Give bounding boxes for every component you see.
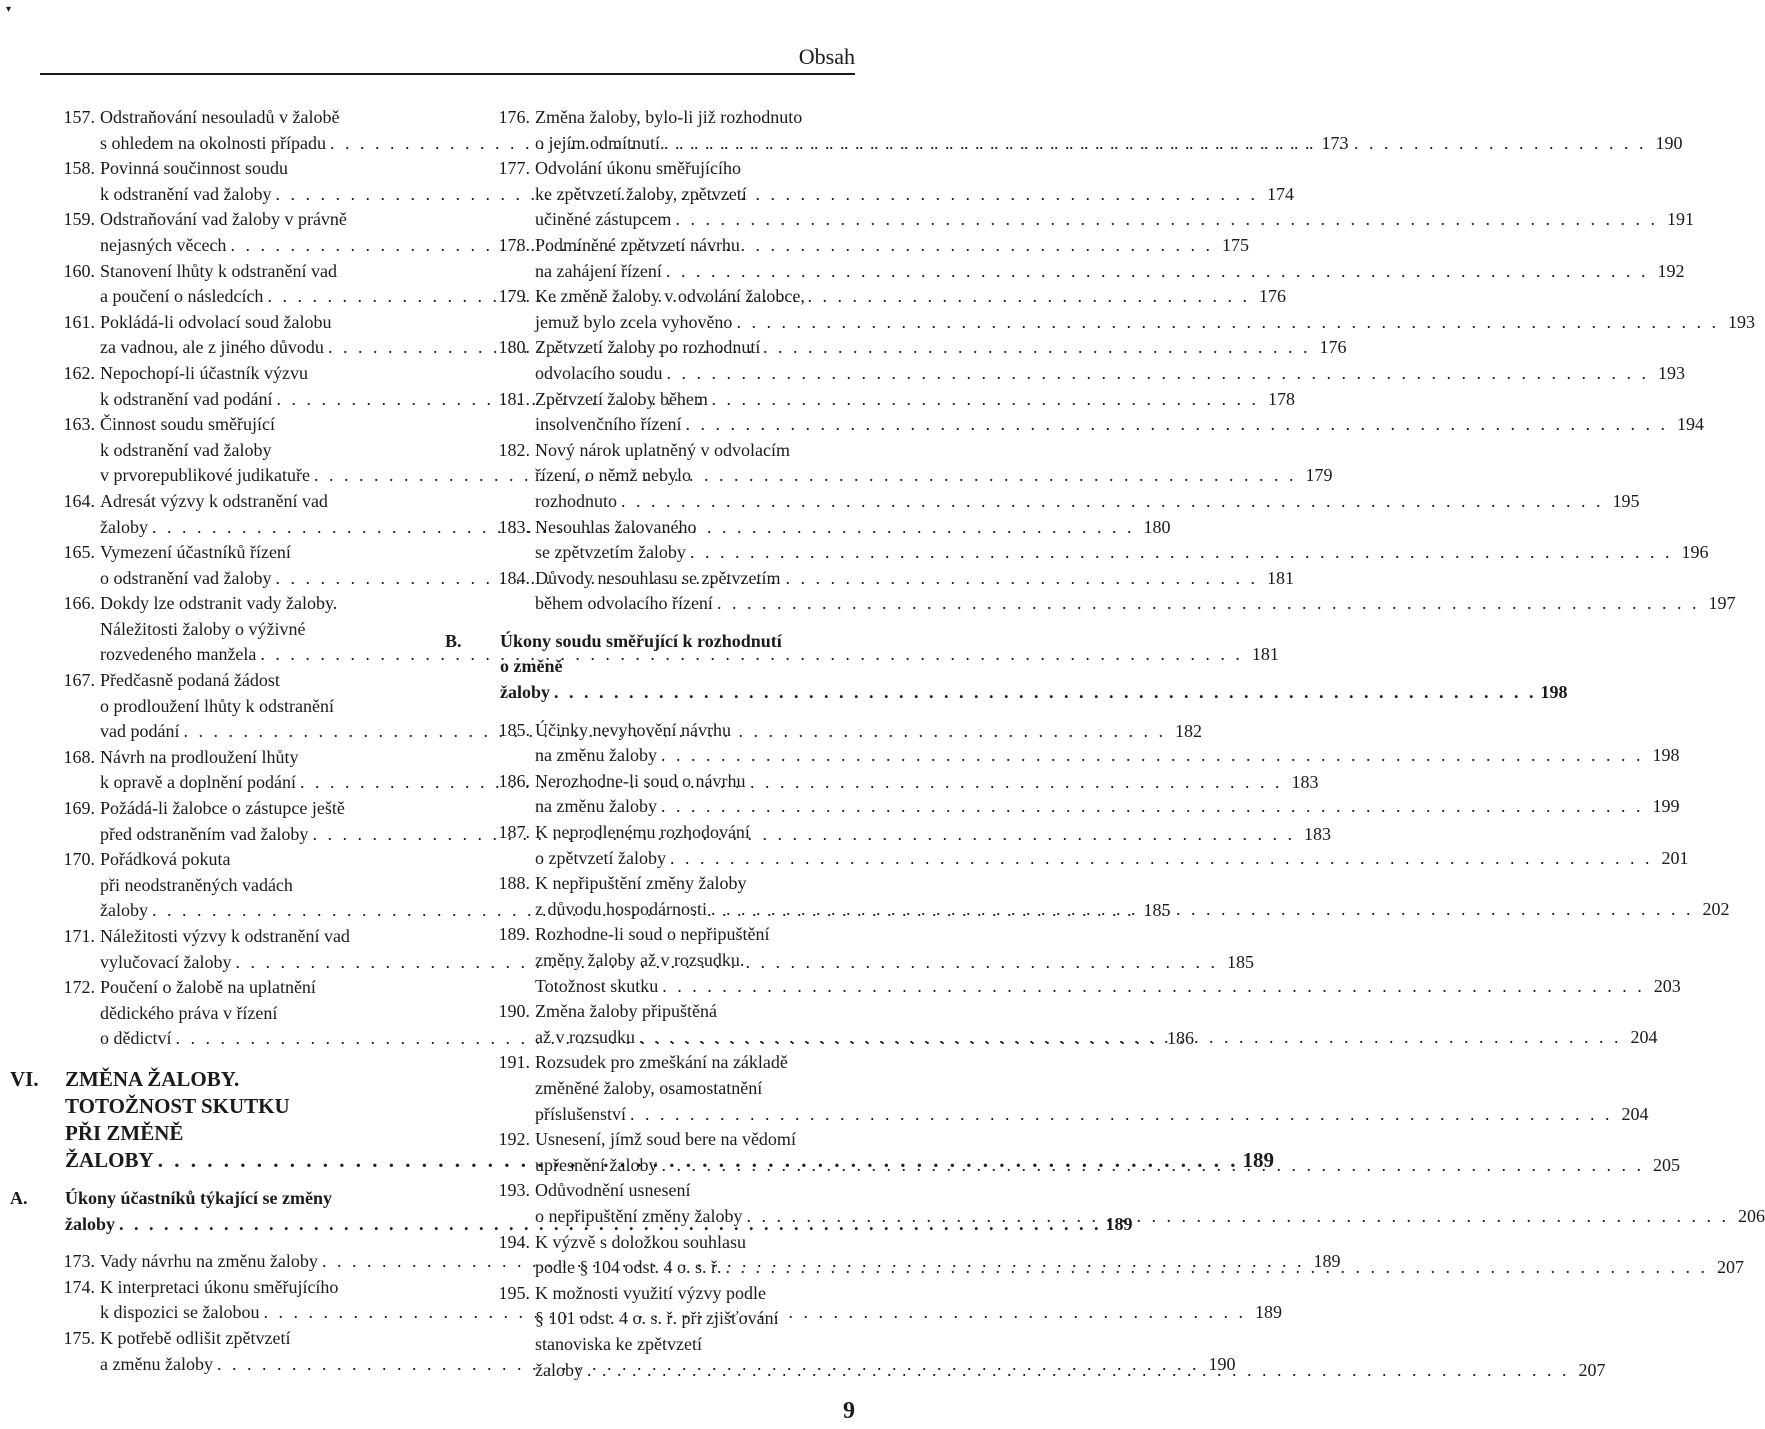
dot-leader (661, 794, 1644, 820)
toc-line-text: ZMĚNA ŽALOBY. (65, 1066, 240, 1091)
toc-line-text: a změnu žaloby (100, 1353, 213, 1374)
toc-line (535, 1306, 845, 1332)
dot-leader (726, 1255, 1709, 1281)
toc-page-number: 185 (1226, 951, 1254, 972)
toc-line-text: žaloby (535, 1359, 583, 1380)
toc-line-text: Účinky nevyhovění návrhu (535, 719, 731, 740)
toc-number: 161. (63, 311, 95, 332)
toc-line (535, 182, 845, 208)
toc-line (100, 847, 410, 873)
toc-line-text: Odstraňování nesouladů v žalobě (100, 107, 340, 127)
toc-line (535, 463, 845, 489)
toc-number: 172. (63, 977, 95, 998)
toc-number: 157. (63, 107, 95, 127)
toc-number: 189. (498, 924, 530, 945)
toc-line-text: změněné žaloby, osamostatnění (535, 1077, 763, 1098)
toc-line (535, 591, 1736, 617)
toc-line-text: Povinná součinnost soudu (100, 158, 289, 179)
toc-line (535, 948, 845, 974)
toc-number: 179. (498, 286, 530, 307)
toc-line (535, 846, 1689, 872)
toc-number: 170. (63, 849, 95, 870)
dot-leader (664, 131, 1647, 157)
toc-page-number: 207 (1717, 1257, 1744, 1278)
dot-leader (670, 846, 1653, 872)
toc-line (535, 310, 1755, 336)
toc-number: 181. (498, 388, 530, 409)
toc-line (535, 794, 1680, 820)
toc-line-text: Odvolání úkonu směřujícího (535, 158, 741, 179)
toc-line-text: na změnu žaloby (535, 745, 657, 766)
toc-line-text: Zpětvzetí žaloby po rozhodnutí (535, 337, 761, 358)
toc-line-text: Zpětvzetí žaloby během (535, 388, 708, 409)
toc-line-text: K nepřipuštění změny žaloby (535, 873, 747, 894)
toc-line (100, 412, 410, 438)
toc-page-number: 202 (1702, 898, 1730, 919)
toc-line (100, 617, 410, 643)
toc-line-text: učiněné zástupcem (535, 209, 672, 230)
toc-page-number: 179 (1305, 465, 1333, 486)
toc-page-number: 189 (1242, 1147, 1274, 1172)
toc-page-number: 178 (1267, 388, 1295, 409)
toc-line-text: Nepochopí-li účastník výzvu (100, 362, 308, 383)
toc-line (535, 105, 845, 131)
toc-number: 160. (63, 260, 95, 281)
corner-mark: ▾ (6, 4, 12, 15)
toc-line (100, 105, 410, 131)
toc-line-text: během odvolacího řízení (535, 593, 713, 614)
toc-line-text: Ke změně žaloby v odvolání žalobce, (535, 286, 805, 307)
toc-page-number: 193 (1727, 311, 1755, 332)
dot-leader (666, 259, 1649, 285)
toc-line (100, 1352, 1236, 1378)
toc-line (100, 873, 410, 899)
toc-line (100, 745, 410, 771)
toc-line-text: odvolacího soudu (535, 362, 663, 383)
toc-line-text: jemuž bylo zcela vyhověno (535, 311, 733, 332)
toc-line-text: Rozhodne-li soud o nepřipuštění (535, 924, 770, 945)
toc-line-text: K interpretaci úkonu směřujícího (100, 1276, 339, 1297)
toc-page-number: 204 (1621, 1103, 1649, 1124)
toc-line-text: nejasných věcech (100, 234, 227, 255)
toc-number: 165. (63, 542, 95, 563)
toc-page-number: 176 (1258, 286, 1286, 307)
toc-line (535, 871, 845, 897)
toc-line-text: a poučení o následcích (100, 286, 264, 307)
toc-line-text: za vadnou, ale z jiného důvodu (100, 337, 324, 358)
toc-line-text: Odůvodnění usnesení (535, 1180, 691, 1201)
toc-number: 173. (63, 1251, 95, 1272)
toc-page-number: 206 (1737, 1205, 1765, 1226)
toc-line-text: příslušenství (535, 1103, 627, 1124)
toc-number: 168. (63, 746, 95, 767)
toc-line (100, 591, 410, 617)
header-title: Obsah (798, 44, 855, 69)
toc-entry (440, 1050, 1649, 1127)
toc-line (100, 259, 410, 285)
toc-line (535, 156, 845, 182)
toc-page-number: 201 (1661, 847, 1689, 868)
toc-line-text: Změna žaloby připuštěná (535, 1001, 717, 1022)
dot-leader (662, 974, 1645, 1000)
toc-line (535, 820, 845, 846)
toc-line-text: na změnu žaloby (535, 796, 657, 817)
toc-line (535, 1178, 845, 1204)
toc-page-number: 173 (1321, 132, 1349, 153)
toc-line-text: rozhodnuto (535, 490, 617, 511)
toc-page-number: 193 (1658, 362, 1685, 383)
toc-number: 166. (63, 593, 95, 614)
toc-page-number: 190 (1208, 1353, 1236, 1374)
toc-line-text: Nerozhodne-li soud o návrhu (535, 770, 746, 791)
toc-line-text: Podmíněné zpětvzetí návrhu (535, 234, 740, 255)
toc-line-text: insolvenčního řízení (535, 414, 682, 435)
toc-page-number: 199 (1652, 796, 1680, 817)
toc-number: 184. (498, 567, 530, 588)
toc-line (100, 694, 410, 720)
toc-number: 158. (63, 158, 95, 179)
toc-line-text: o nepřipuštění změny žaloby (535, 1205, 743, 1226)
toc-page-number: 191 (1666, 209, 1694, 230)
toc-line-text: Rozsudek pro zmeškání na základě (535, 1052, 788, 1073)
dot-leader (717, 591, 1700, 617)
toc-line (535, 1127, 845, 1153)
toc-number: 182. (498, 439, 530, 460)
toc-number: 192. (498, 1129, 530, 1150)
toc-line-text: při neodstraněných vadách (100, 874, 293, 895)
toc-line-text: na zahájení řízení (535, 260, 662, 281)
toc-line-text: Odstraňování vad žaloby v právně (100, 209, 347, 230)
toc-line-text: Návrh na prodloužení lhůty (100, 746, 299, 767)
toc-page-number: 183 (1303, 823, 1331, 844)
toc-page-number: 204 (1630, 1026, 1658, 1047)
toc-number: 187. (498, 822, 530, 843)
toc-page-number: 190 (1655, 132, 1683, 153)
toc-number: 167. (63, 670, 95, 691)
toc-line (65, 1066, 405, 1093)
toc-line-text: Předčasně podaná žádost (100, 670, 280, 691)
toc-line-text: Úkony soudu směřující k rozhodnutí (500, 630, 782, 651)
toc-page-number: 183 (1291, 772, 1319, 793)
toc-number: 163. (63, 414, 95, 435)
toc-line-text: Nový nárok uplatněný v odvolacím (535, 439, 790, 460)
toc-line (535, 974, 1681, 1000)
toc-number: VI. (10, 1066, 39, 1091)
toc-line-text: PŘI ZMĚNĚ ŽALOBY (65, 1120, 184, 1172)
dot-leader (711, 897, 1694, 923)
toc-line (535, 335, 845, 361)
toc-line-text: žaloby (100, 516, 148, 537)
toc-line (535, 233, 845, 259)
toc-page-number: 186 (1166, 1028, 1194, 1049)
toc-number: 159. (63, 209, 95, 230)
toc-line (100, 156, 410, 182)
toc-line (100, 1275, 410, 1301)
toc-line-text: k odstranění vad žaloby (100, 183, 272, 204)
toc-line (535, 718, 845, 744)
toc-page-number: 185 (1143, 900, 1171, 921)
dot-leader (685, 412, 1668, 438)
dot-leader (639, 1025, 1622, 1051)
toc-line-text: Náležitosti výzvy k odstranění vad (100, 926, 350, 946)
toc-line-text: Totožnost skutku (535, 975, 659, 996)
toc-line-text: o odstranění vad žaloby (100, 567, 272, 588)
toc-number: 188. (498, 873, 530, 894)
toc-line (535, 361, 1685, 387)
dot-leader (667, 361, 1650, 387)
toc-line-text: Stanovení lhůty k odstranění vad (100, 260, 337, 281)
toc-line-text: Poučení o žalobě na uplatnění (100, 977, 316, 998)
toc-line (535, 1281, 845, 1307)
toc-page-number: 203 (1653, 975, 1681, 996)
toc-number: 176. (498, 107, 530, 127)
toc-line (535, 743, 1680, 769)
toc-page-number: 181 (1266, 567, 1294, 588)
toc-page-number: 175 (1221, 234, 1249, 255)
dot-leader (554, 682, 1537, 702)
toc-number: 185. (498, 719, 530, 740)
toc-line-text: vad podání (100, 721, 180, 742)
toc-line-text: Požádá-li žalobce o zástupce ještě (100, 798, 345, 819)
toc-line-text: k odstranění vad žaloby (100, 439, 272, 460)
dot-leader (746, 1204, 1729, 1230)
toc-line (535, 515, 845, 541)
toc-line-text: k opravě a doplnění podání (100, 772, 296, 793)
toc-page-number: 198 (1652, 745, 1680, 766)
toc-page-number: 176 (1319, 337, 1347, 358)
toc-number: B. (445, 630, 462, 651)
toc-line (100, 310, 410, 336)
toc-number: 178. (498, 234, 530, 255)
toc-line (535, 207, 1694, 233)
toc-line-text: o jejím odmítnutí (535, 132, 660, 153)
page-number: 9 (843, 1398, 855, 1424)
toc-line (535, 566, 845, 592)
dot-leader (736, 310, 1719, 336)
toc-number: 164. (63, 490, 95, 511)
toc-line-text: z důvodu hospodárnosti (535, 898, 707, 919)
toc-line-text: K výzvě s doložkou souhlasu (535, 1231, 746, 1252)
toc-page-number: 205 (1652, 1154, 1680, 1175)
toc-line (535, 1050, 845, 1076)
toc-line (100, 489, 410, 515)
toc-line-text: až v rozsudku (535, 1026, 635, 1047)
toc-line (100, 668, 410, 694)
toc-number: 175. (63, 1327, 95, 1348)
toc-number: 162. (63, 362, 95, 383)
toc-line-text: se zpětvzetím žaloby (535, 542, 686, 563)
toc-line-text: Činnost soudu směřující (100, 414, 275, 435)
toc-line-text: řízení, o němž nebylo (535, 465, 691, 486)
toc-line-text: Nesouhlas žalovaného (535, 516, 697, 537)
toc-line-text: TOTOŽNOST SKUTKU (65, 1093, 290, 1118)
toc-line-text: změny žaloby až v rozsudku. (535, 950, 745, 970)
toc-line-text: rozvedeného manžela (100, 644, 257, 665)
toc-line (535, 489, 1640, 515)
toc-line-text: ke zpětvzetí žaloby, zpětvzetí (535, 183, 747, 204)
toc-page-number: 196 (1681, 542, 1709, 563)
toc-line (100, 642, 1279, 668)
toc-line-text: s ohledem na okolnosti případu (100, 132, 326, 153)
header-rule (40, 73, 855, 75)
toc-line-text: Vady návrhu na změnu žaloby (100, 1251, 318, 1272)
toc-page-number: 195 (1612, 490, 1640, 511)
toc-line (535, 1230, 845, 1256)
toc-line-text: o změně žaloby (500, 656, 563, 703)
toc-line (535, 922, 845, 948)
toc-line-text: upřesnění žaloby (535, 1154, 658, 1175)
toc-line (500, 629, 840, 655)
toc-page-number: 189 (1313, 1251, 1341, 1272)
toc-line (100, 924, 410, 950)
toc-number: A. (10, 1187, 28, 1208)
dot-leader (675, 207, 1658, 233)
toc-page-number: 192 (1657, 260, 1685, 281)
toc-number: 195. (498, 1282, 530, 1303)
toc-line (65, 1093, 405, 1120)
toc-page-number: 189 (1105, 1213, 1133, 1234)
toc-line (100, 207, 410, 233)
toc-line-text: Pokládá-li odvolací soud žalobu (100, 311, 332, 332)
toc-line-text: § 101 odst. 4 o. s. ř. při zjišťování (535, 1308, 779, 1329)
toc-line (535, 412, 1704, 438)
toc-line (535, 438, 845, 464)
toc-line-text: stanoviska ke zpětvzetí (535, 1333, 702, 1354)
dot-leader (690, 540, 1673, 566)
toc-line (100, 975, 410, 1001)
toc-number: 193. (498, 1180, 530, 1201)
toc-page-number: 198 (1540, 682, 1568, 703)
toc-number: 171. (63, 926, 95, 946)
toc-line-text: Důvody nesouhlasu se zpětvzetím (535, 567, 781, 588)
toc-line (100, 1001, 410, 1027)
toc-line-text: Usnesení, jímž soud bere na vědomí (535, 1129, 796, 1150)
toc-line (100, 540, 410, 566)
toc-line-text: k odstranění vad podání (100, 388, 273, 409)
toc-line (535, 387, 845, 413)
toc-line-text: k dispozici se žalobou (100, 1302, 260, 1323)
dot-leader (661, 743, 1644, 769)
dot-leader (630, 1102, 1613, 1128)
toc-line-text: o prodloužení lhůty k odstranění (100, 695, 334, 716)
toc-number: 177. (498, 158, 530, 179)
toc-page-number: 180 (1143, 516, 1171, 537)
toc-page-number: 207 (1578, 1359, 1606, 1380)
toc-line-text: před odstraněním vad žaloby (100, 823, 309, 844)
toc-number: 183. (498, 516, 530, 537)
toc-line (535, 1332, 845, 1358)
toc-line (100, 438, 410, 464)
toc-line (65, 1186, 405, 1212)
toc-number: 180. (498, 337, 530, 358)
toc-line (535, 769, 845, 795)
toc-line-text: K možnosti využití výzvy podle (535, 1282, 766, 1303)
toc-line (535, 1076, 845, 1102)
toc-body (535, 1050, 1649, 1127)
dot-leader (661, 1153, 1644, 1179)
toc-line-text: v prvorepublikové judikatuře (100, 465, 310, 486)
toc-line (535, 259, 1685, 285)
toc-line-text: o zpětvzetí žaloby (535, 847, 666, 868)
dot-leader (587, 1358, 1570, 1384)
toc-line-text: Adresát výzvy k odstranění vad (100, 490, 328, 511)
toc-number: 169. (63, 798, 95, 819)
toc-page-number: 194 (1676, 414, 1704, 435)
toc-number: 186. (498, 770, 530, 791)
toc-line-text: podle § 104 odst. 4 o. s. ř. (535, 1257, 722, 1278)
toc-line-text: Úkony účastníků týkající se změny (65, 1187, 333, 1208)
toc-line-text: K neprodlenému rozhodování (535, 822, 750, 843)
toc-line-text: žaloby (100, 900, 148, 921)
toc-line (535, 540, 1709, 566)
toc-line-text: Náležitosti žaloby o výživné (100, 618, 306, 639)
toc-line-text: Vymezení účastníků řízení (100, 542, 291, 563)
toc-line (100, 361, 410, 387)
toc-line-text: Změna žaloby, bylo-li již rozhodnuto (535, 107, 803, 127)
toc-line (535, 284, 845, 310)
toc-line (535, 999, 845, 1025)
toc-line (100, 1326, 410, 1352)
toc-line-text: Pořádková pokuta (100, 849, 231, 870)
toc-line (100, 796, 410, 822)
dot-leader (621, 489, 1604, 515)
toc-line-text: vylučovací žaloby (100, 951, 232, 972)
toc-number: 191. (498, 1052, 530, 1073)
toc-line-text: Dokdy lze odstranit vady žaloby. (100, 593, 338, 614)
toc-number: 190. (498, 1001, 530, 1022)
toc-line-text: žaloby (65, 1213, 116, 1234)
toc-page-number: 182 (1174, 721, 1202, 742)
page-header (0, 0, 960, 90)
toc-page-number: 197 (1708, 593, 1736, 614)
toc-line-text: dědického práva v řízení (100, 1002, 278, 1023)
toc-page-number: 174 (1266, 183, 1294, 204)
toc-line (535, 1102, 1649, 1128)
toc-line-text: K potřebě odlišit zpětvzetí (100, 1327, 291, 1348)
toc-line-text: o dědictví (100, 1028, 172, 1049)
toc-page-number: 189 (1254, 1302, 1282, 1323)
toc-page-number: 181 (1251, 644, 1279, 665)
toc-number: 194. (498, 1231, 530, 1252)
toc-number: 174. (63, 1276, 95, 1297)
